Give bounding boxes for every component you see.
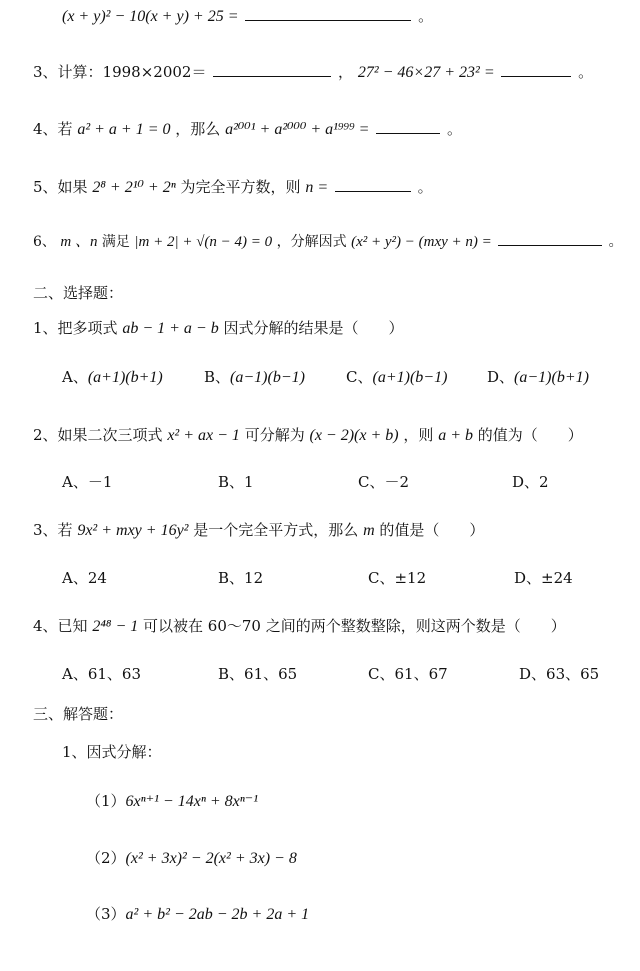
option-value: (a−1)(b+1) bbox=[514, 369, 589, 386]
question-text: 3、计算：1998×2002＝ bbox=[33, 63, 207, 81]
option-b[interactable] bbox=[218, 662, 297, 686]
math-expression: ab − 1 + a − b bbox=[122, 320, 219, 337]
question-text: 为完全平方数，则 bbox=[180, 178, 301, 196]
math-expression: (x² + 3x)² − 2(x² + 3x) − 8 bbox=[125, 850, 297, 867]
option-a[interactable] bbox=[62, 365, 163, 390]
fill-in-question-5 bbox=[33, 175, 433, 200]
option-label: C、 bbox=[368, 569, 395, 587]
choice-question-2 bbox=[33, 423, 583, 448]
option-c[interactable] bbox=[346, 365, 447, 390]
option-value: 12 bbox=[244, 569, 264, 587]
option-b[interactable] bbox=[204, 365, 305, 390]
option-value: －2 bbox=[384, 473, 410, 491]
factorize-part-2 bbox=[86, 846, 297, 871]
option-value: 1 bbox=[244, 473, 254, 491]
option-value: 24 bbox=[87, 569, 107, 587]
answer-blank[interactable] bbox=[376, 119, 440, 134]
option-a[interactable] bbox=[62, 662, 141, 686]
option-label: B、 bbox=[218, 473, 245, 491]
separator: ， bbox=[338, 63, 354, 81]
math-expression: (x − 2)(x + b) bbox=[309, 427, 399, 444]
period: 。 bbox=[578, 63, 594, 81]
math-expression: 9x² + mxy + 16y² bbox=[77, 522, 189, 539]
question-text: 可分解为 bbox=[244, 426, 305, 444]
answer-blank[interactable] bbox=[335, 177, 411, 192]
math-expression: (x + y)² − 10(x + y) + 25 = bbox=[62, 8, 239, 25]
question-text: 因式分解的结果是（ ） bbox=[223, 319, 404, 337]
question-text: 4、若 bbox=[33, 120, 73, 138]
math-expression: 6xⁿ⁺¹ − 14xⁿ + 8xⁿ⁻¹ bbox=[125, 793, 259, 810]
option-value: (a+1)(b+1) bbox=[87, 369, 163, 386]
answer-blank[interactable] bbox=[245, 6, 411, 21]
period: 。 bbox=[418, 7, 434, 25]
math-expression: |m + 2| + √(n − 4) = 0 bbox=[134, 234, 273, 250]
factorize-part-1 bbox=[86, 789, 258, 814]
option-d[interactable] bbox=[512, 470, 549, 494]
period: 。 bbox=[608, 234, 623, 250]
question-text: 1、把多项式 bbox=[33, 319, 118, 337]
math-expression: a²⁰⁰¹ + a²⁰⁰⁰ + a¹⁹⁹⁹ = bbox=[225, 121, 370, 138]
option-label: B、 bbox=[204, 368, 231, 386]
question-text: 满足 bbox=[101, 234, 130, 250]
option-label: D、 bbox=[519, 665, 547, 683]
choice-question-4 bbox=[33, 614, 566, 639]
answer-blank[interactable] bbox=[213, 62, 331, 77]
option-b[interactable] bbox=[218, 470, 254, 494]
option-label: A、 bbox=[62, 569, 88, 587]
fill-in-line-2 bbox=[62, 4, 433, 29]
subheading-factorize: 1、因式分解： bbox=[62, 743, 162, 761]
fill-in-question-3 bbox=[33, 60, 593, 85]
question-text: 2、如果二次三项式 bbox=[33, 426, 163, 444]
option-value: 2 bbox=[539, 473, 549, 491]
math-expression: 2⁸ + 2¹⁰ + 2ⁿ bbox=[92, 179, 176, 196]
math-expression: m bbox=[363, 522, 375, 539]
option-value: －1 bbox=[87, 473, 113, 491]
math-expression: x² + ax − 1 bbox=[167, 427, 240, 444]
question-text: 的值为（ ） bbox=[477, 426, 583, 444]
question-text: ，分解因式 bbox=[276, 234, 347, 250]
question-text: 的值是（ ） bbox=[379, 521, 485, 539]
option-value: ±12 bbox=[394, 569, 427, 587]
option-label: D、 bbox=[512, 473, 540, 491]
option-value: 61、67 bbox=[394, 665, 448, 683]
fill-in-question-4 bbox=[33, 117, 462, 142]
answer-blank[interactable] bbox=[498, 231, 602, 246]
math-expression: m 、n bbox=[60, 234, 98, 250]
period: 。 bbox=[447, 120, 463, 138]
question-text: 6、 bbox=[33, 234, 56, 250]
factorize-part-3 bbox=[86, 902, 309, 927]
part-label: （1） bbox=[86, 792, 126, 810]
question-text: ，则 bbox=[403, 426, 434, 444]
option-value: 63、65 bbox=[546, 665, 600, 683]
option-c[interactable] bbox=[358, 470, 409, 494]
option-label: A、 bbox=[62, 473, 88, 491]
option-value: 61、63 bbox=[87, 665, 142, 683]
option-label: D、 bbox=[514, 569, 542, 587]
math-expression: 2⁴⁸ − 1 bbox=[92, 618, 139, 635]
option-label: B、 bbox=[218, 665, 245, 683]
section-heading-problems: 三、解答题： bbox=[33, 705, 124, 723]
period: 。 bbox=[417, 178, 433, 196]
math-expression: a² + b² − 2ab − 2b + 2a + 1 bbox=[125, 906, 310, 923]
option-value: ±24 bbox=[541, 569, 573, 587]
section-heading-multiple-choice: 二、选择题： bbox=[33, 284, 124, 302]
math-expression: a² + a + 1 = 0 bbox=[77, 121, 171, 138]
math-expression: n = bbox=[305, 179, 329, 196]
part-label: （3） bbox=[86, 905, 126, 923]
option-d[interactable] bbox=[519, 662, 599, 686]
answer-blank[interactable] bbox=[501, 62, 571, 77]
option-b[interactable] bbox=[218, 566, 263, 590]
option-a[interactable] bbox=[62, 470, 112, 494]
choice-question-3 bbox=[33, 518, 484, 543]
option-a[interactable] bbox=[62, 566, 107, 590]
question-text: 5、如果 bbox=[33, 178, 88, 196]
option-value: 61、65 bbox=[244, 665, 298, 683]
question-text: 4、已知 bbox=[33, 617, 88, 635]
part-label: （2） bbox=[86, 849, 126, 867]
option-label: A、 bbox=[62, 665, 88, 683]
option-label: A、 bbox=[62, 368, 88, 386]
fill-in-question-6 bbox=[33, 230, 623, 254]
choice-question-1 bbox=[33, 316, 404, 341]
math-expression: a + b bbox=[438, 427, 473, 444]
option-label: C、 bbox=[346, 368, 373, 386]
option-label: C、 bbox=[368, 665, 395, 683]
option-label: B、 bbox=[218, 569, 245, 587]
option-label: C、 bbox=[358, 473, 385, 491]
question-text: 可以被在 60～70 之间的两个整数整除，则这两个数是（ ） bbox=[143, 617, 566, 635]
option-d[interactable] bbox=[487, 365, 589, 390]
option-d[interactable] bbox=[514, 566, 573, 590]
option-label: D、 bbox=[487, 368, 515, 386]
option-c[interactable] bbox=[368, 662, 448, 686]
math-expression: 27² − 46×27 + 23² = bbox=[357, 64, 495, 81]
question-text: 3、若 bbox=[33, 521, 73, 539]
question-text: ，那么 bbox=[175, 120, 221, 138]
option-c[interactable] bbox=[368, 566, 426, 590]
question-text: 是一个完全平方式，那么 bbox=[193, 521, 359, 539]
option-value: (a−1)(b−1) bbox=[230, 369, 305, 386]
option-value: (a+1)(b−1) bbox=[372, 369, 448, 386]
math-expression: (x² + y²) − (mxy + n) = bbox=[351, 234, 492, 250]
